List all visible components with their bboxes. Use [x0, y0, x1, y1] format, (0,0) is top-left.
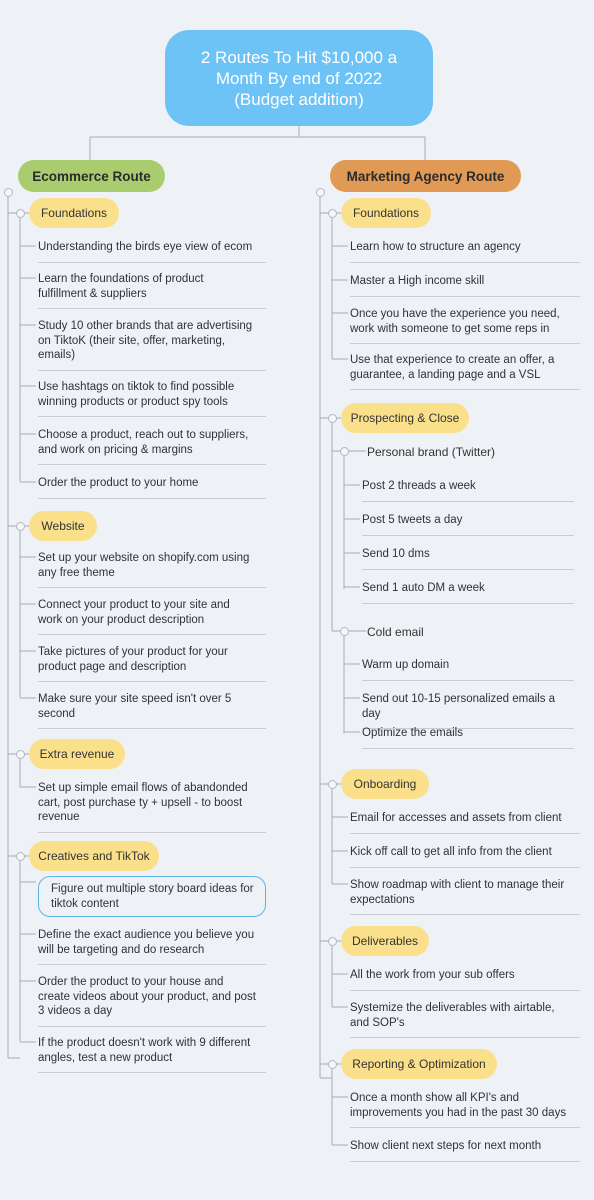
collapse-handle[interactable]: [328, 780, 337, 789]
section-prospecting-and-close[interactable]: Prospecting & Close: [341, 403, 469, 433]
list-item-text: create videos about your product, and post: [38, 990, 257, 1003]
list-item-text: second: [38, 707, 76, 720]
list-item-text: angles, test a new product: [38, 1051, 173, 1064]
collapse-handle[interactable]: [328, 209, 337, 218]
root-title-line: Month By end of 2022: [215, 68, 383, 88]
list-item-text: Order the product to your home: [38, 477, 199, 489]
list-item-text: If the product doesn't work with 9 different: [38, 1037, 251, 1049]
list-item-text: fulfillment & suppliers: [38, 287, 147, 300]
list-item[interactable]: [350, 811, 580, 834]
list-item-text: Connect your product to your site and: [38, 599, 230, 611]
list-item-text: and work on pricing & margins: [38, 443, 193, 456]
list-item-text: improvements you had in the past 30 days: [350, 1106, 567, 1119]
list-item[interactable]: [38, 645, 266, 682]
list-item[interactable]: [38, 1036, 266, 1073]
list-item-text: Once a month show all KPI's and: [350, 1092, 520, 1104]
collapse-handle[interactable]: [328, 937, 337, 946]
collapse-handle[interactable]: [340, 627, 349, 636]
list-item[interactable]: [350, 353, 580, 390]
list-item-text: will be targeting and do research: [38, 943, 205, 956]
list-item[interactable]: [350, 968, 580, 991]
list-item[interactable]: [38, 380, 266, 417]
list-item[interactable]: [350, 274, 580, 297]
list-item-text: Choose a product, reach out to suppliers,: [38, 429, 249, 441]
collapse-handle[interactable]: [340, 447, 349, 456]
list-item-text: Email for accesses and assets from client: [350, 812, 562, 824]
list-item-text: 3 videos a day: [38, 1005, 113, 1017]
collapse-handle[interactable]: [328, 1060, 337, 1069]
list-item-text: Set up simple email flows of abandonded: [38, 782, 248, 794]
list-item[interactable]: [350, 1139, 580, 1162]
list-item-text: guarantee, a landing page and a VSL: [350, 368, 541, 381]
list-item-text: Post 2 threads a week: [362, 480, 476, 492]
list-item[interactable]: [350, 878, 580, 915]
list-item-text: expectations: [350, 893, 415, 906]
list-item[interactable]: [38, 928, 266, 965]
collapse-handle[interactable]: [316, 188, 325, 197]
list-item-text: Learn how to structure an agency: [350, 241, 521, 253]
section-foundations-agency[interactable]: Foundations: [341, 198, 431, 228]
section-deliverables[interactable]: Deliverables: [341, 926, 429, 956]
list-item-text: tiktok content: [51, 897, 119, 910]
list-item-text: Show roadmap with client to manage their: [350, 879, 565, 891]
list-item[interactable]: [350, 307, 580, 344]
list-item[interactable]: [362, 692, 574, 729]
list-item-text: product page and description: [38, 660, 187, 673]
ecommerce-route-topic[interactable]: Ecommerce Route: [18, 160, 165, 192]
collapse-handle[interactable]: [16, 852, 25, 861]
root-title-line: (Budget addition): [234, 89, 364, 109]
list-item[interactable]: [350, 1091, 580, 1128]
list-item-text: cart, post purchase ty + upsell - to boost: [38, 796, 243, 809]
list-item[interactable]: [362, 479, 574, 502]
subsection-cold-email[interactable]: Cold email: [367, 625, 424, 639]
list-item[interactable]: [38, 319, 266, 371]
list-item[interactable]: [362, 658, 574, 681]
list-item-text: Understanding the birds eye view of ecom: [38, 241, 253, 253]
collapse-handle[interactable]: [328, 414, 337, 423]
list-item-text: Send 10 dms: [362, 548, 430, 560]
list-item-text: All the work from your sub offers: [350, 969, 515, 981]
list-item-text: on TiktoK (their site, offer, marketing,: [38, 334, 226, 347]
list-item-text: Warm up domain: [362, 659, 450, 671]
collapse-handle[interactable]: [16, 750, 25, 759]
list-item-text: Make sure your site speed isn't over 5: [38, 693, 232, 705]
section-onboarding[interactable]: Onboarding: [341, 769, 429, 799]
list-item[interactable]: [362, 581, 574, 604]
collapse-handle[interactable]: [16, 522, 25, 531]
root-topic[interactable]: [165, 30, 433, 126]
list-item-text: Systemize the deliverables with airtable,: [350, 1002, 555, 1014]
list-item[interactable]: [350, 1001, 580, 1038]
list-item[interactable]: [38, 476, 266, 499]
list-item[interactable]: [38, 692, 266, 729]
list-item-text: Master a High income skill: [350, 275, 485, 287]
list-item-text: Study 10 other brands that are advertising: [38, 320, 253, 332]
root-title-line: 2 Routes To Hit $10,000 a: [200, 47, 398, 67]
list-item-text: Optimize the emails: [362, 727, 463, 739]
section-reporting-and-optimization[interactable]: Reporting & Optimization: [341, 1049, 497, 1079]
section-website[interactable]: Website: [29, 511, 97, 541]
list-item[interactable]: [38, 876, 266, 917]
collapse-handle[interactable]: [4, 188, 13, 197]
list-item[interactable]: [350, 240, 580, 263]
list-item[interactable]: [38, 551, 266, 588]
list-item-text: Kick off call to get all info from the client: [350, 846, 552, 858]
section-creatives-and-tiktok[interactable]: Creatives and TikTok: [29, 841, 159, 871]
list-item-text: Once you have the experience you need,: [350, 308, 560, 320]
list-item-text: Figure out multiple story board ideas for: [51, 883, 254, 895]
subsection-personal-brand[interactable]: Personal brand (Twitter): [367, 445, 496, 459]
list-item[interactable]: [38, 598, 266, 635]
list-item-text: Post 5 tweets a day: [362, 514, 463, 526]
list-item[interactable]: [38, 975, 266, 1027]
list-item-text: work with someone to get some reps in: [350, 322, 550, 335]
list-item[interactable]: [38, 272, 266, 309]
list-item-text: Set up your website on shopify.com using: [38, 552, 250, 564]
list-item-text: Use hashtags on tiktok to find possible: [38, 381, 235, 393]
list-item-text: Take pictures of your product for your: [38, 646, 228, 658]
list-item-text: Order the product to your house and: [38, 976, 224, 988]
list-item-text: Use that experience to create an offer, a: [350, 354, 555, 366]
list-item-text: Show client next steps for next month: [350, 1140, 542, 1152]
section-foundations-ecommerce[interactable]: Foundations: [29, 198, 119, 228]
list-item-text: work on your product description: [38, 613, 205, 626]
section-extra-revenue[interactable]: Extra revenue: [29, 739, 125, 769]
list-item-text: and SOP's: [350, 1016, 405, 1029]
list-item[interactable]: [362, 726, 574, 749]
list-item[interactable]: [350, 845, 580, 868]
list-item-text: Send out 10-15 personalized emails a day: [362, 693, 556, 720]
list-item[interactable]: [38, 240, 266, 263]
list-item-text: any free theme: [38, 566, 115, 579]
list-item-text: revenue: [38, 811, 80, 823]
collapse-handle[interactable]: [16, 209, 25, 218]
list-item-text: Define the exact audience you believe you: [38, 929, 255, 941]
list-item[interactable]: [362, 547, 574, 570]
list-item-text: Learn the foundations of product: [38, 273, 204, 285]
list-item[interactable]: [38, 781, 266, 833]
list-item[interactable]: [38, 428, 266, 465]
list-item-text: winning products or product spy tools: [38, 395, 228, 408]
marketing-agency-route-topic[interactable]: Marketing Agency Route: [330, 160, 521, 192]
list-item-text: emails): [38, 349, 76, 361]
list-item-text: Send 1 auto DM a week: [362, 582, 485, 594]
list-item[interactable]: [362, 513, 574, 536]
